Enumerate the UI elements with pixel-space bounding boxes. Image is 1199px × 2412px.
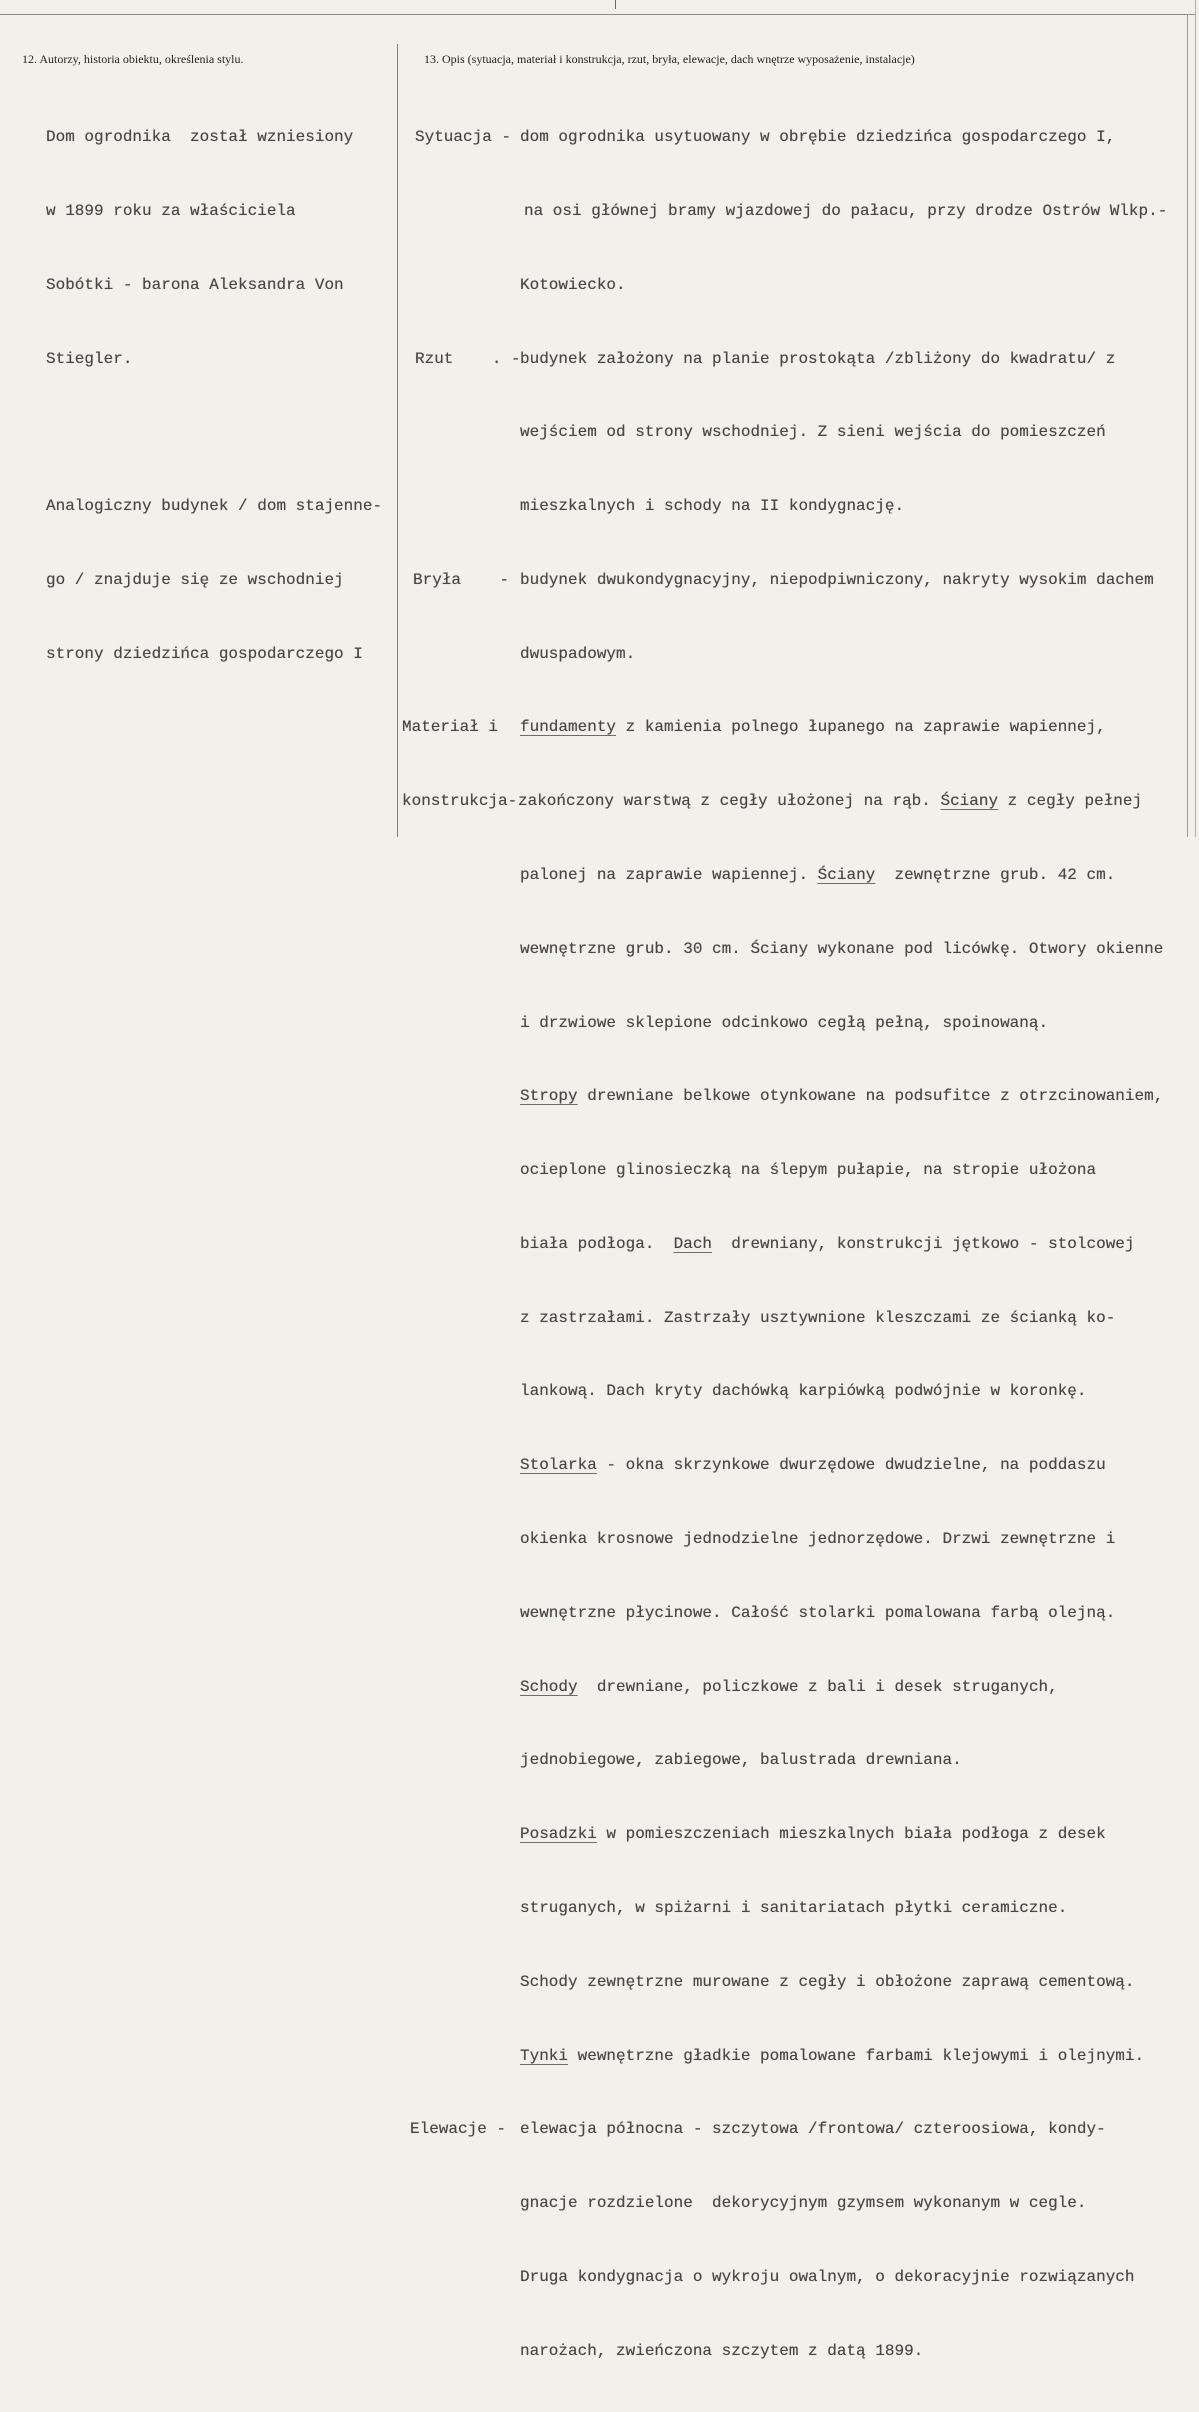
description-line (0, 273, 1185, 298)
description-line (0, 937, 1185, 962)
description-line (0, 1527, 1185, 1552)
section-label-sytuacja: Sytuacja - (415, 128, 512, 147)
description-line (0, 1970, 1185, 1995)
section-label-bryla: Bryła - (413, 570, 510, 589)
description-text-run: drewniane belkowe otynkowane na podsufitce z otrzcinowaniem, (577, 1087, 1164, 1106)
description-text (520, 2044, 1144, 2069)
section-13-title: 13. Opis (sytuacja, materiał i konstrukcja, rzut, bryła, elewacje, dach wnętrze wyposażenie, instalacje) (424, 52, 915, 66)
description-line (0, 125, 1185, 150)
description-line (0, 642, 1185, 667)
description-text: wewnętrzne płycinowe. Całość stolarki pomalowana farbą olejną. (520, 1603, 1116, 1622)
description-line (0, 2044, 1185, 2069)
description-text (520, 863, 1115, 888)
description-text (520, 715, 1106, 740)
description-text: jednobiegowe, zabiegowe, balustrada drewniana. (520, 1751, 962, 1770)
description-text: ocieplone glinosieczką na ślepym pułapie, na stropie ułożona (520, 1161, 1097, 1180)
description-text (520, 1453, 1106, 1478)
authors-history-line: w 1899 roku za właściciela (46, 201, 296, 220)
right-border-line (1187, 14, 1188, 837)
underlined-term: Stolarka (520, 1456, 597, 1475)
description-line (0, 494, 1185, 519)
description-text: lankową. Dach kryty dachówką karpiówką podwójnie w koronkę. (520, 1382, 1087, 1401)
description-text: dwuspadowym. (520, 644, 636, 663)
description-line (0, 199, 1185, 224)
description-text: z zastrzałami. Zastrzały usztywnione kleszczami ze ścianką ko- (520, 1308, 1116, 1327)
description-text-run: biała podłoga. (520, 1234, 674, 1253)
description-text: budynek założony na planie prostokąta /zbliżony do kwadratu/ z (520, 349, 1116, 368)
description-line (0, 420, 1185, 445)
description-column (0, 76, 1185, 2388)
description-text: Schody zewnętrzne murowane z cegły i obłożone zaprawą cementową. (520, 1972, 1135, 1991)
description-text: na osi głównej bramy wjazdowej do pałacu, przy drodze Ostrów Wlkp.- (524, 201, 1168, 220)
authors-history-line: Sobótki - barona Aleksandra Von (46, 275, 344, 294)
description-line (0, 789, 1185, 814)
top-border-line (0, 14, 1196, 15)
description-line (0, 715, 1185, 740)
description-text-run: w pomieszczeniach mieszkalnych biała podłoga z desek (596, 1825, 1106, 1844)
description-line (0, 2117, 1185, 2142)
section-label-material: Materiał i (402, 718, 499, 737)
description-text: wejściem od strony wschodniej. Z sieni wejścia do pomieszczeń (520, 423, 1106, 442)
description-line (0, 1379, 1185, 1404)
description-text (520, 1675, 1058, 1700)
underlined-term: Ściany (817, 866, 876, 884)
description-line (0, 1822, 1185, 1847)
description-text-run: palonej na zaprawie wapiennej. (520, 866, 818, 884)
description-text: mieszkalnych i schody na II kondygnację. (520, 497, 905, 516)
description-line (0, 1158, 1185, 1183)
description-text: elewacja północna - szczytowa /frontowa/ czteroosiowa, kondy- (520, 2120, 1106, 2139)
description-text: i drzwiowe sklepione odcinkowo cegłą pełną, spoinowaną. (520, 1013, 1049, 1032)
underlined-term: fundamenty (520, 718, 617, 737)
description-line (0, 1453, 1185, 1478)
section-12-title: 12. Autorzy, historia obiektu, określenia stylu. (22, 52, 244, 66)
description-line (0, 1232, 1185, 1257)
description-text: budynek dwukondygnacyjny, niepodpiwniczony, nakryty wysokim dachem (520, 570, 1154, 589)
description-text (520, 1232, 1135, 1257)
description-text (518, 789, 1142, 814)
description-line (0, 2339, 1185, 2364)
description-text-run: z cegły pełnej (998, 792, 1143, 811)
description-line (0, 1896, 1185, 1921)
authors-history-line: Dom ogrodnika został wzniesiony (46, 128, 354, 147)
right-border-line-outer (1195, 0, 1196, 837)
description-text-run: drewniany, konstrukcji jętkowo - stolcowej (712, 1234, 1135, 1253)
description-line (0, 2265, 1185, 2290)
description-text-run: zakończony warstwą z cegły ułożonej na rąb. (518, 792, 941, 811)
description-line (0, 347, 1185, 372)
underlined-term: Schody (520, 1677, 578, 1696)
authors-history-line: strony dziedzińca gospodarczego I (46, 644, 363, 663)
authors-history-line: go / znajduje się ze wschodniej (46, 570, 344, 589)
description-line (0, 1084, 1185, 1109)
authors-history-line: Stiegler. (46, 349, 133, 368)
description-line (0, 1675, 1185, 1700)
description-text-run: z kamienia polnego łupanego na zaprawie wapiennej, (616, 718, 1106, 737)
section-label-konstrukcja: konstrukcja- (402, 792, 518, 811)
description-line (0, 1601, 1185, 1626)
top-tick-mark (615, 0, 616, 9)
description-line (0, 863, 1185, 888)
section-label-rzut: Rzut . - (415, 349, 521, 368)
description-line (0, 568, 1185, 593)
description-text-run: zewnętrzne grub. 42 cm. (875, 866, 1116, 884)
description-line (0, 1306, 1185, 1331)
authors-history-line: Analogiczny budynek / dom stajenne- (46, 497, 383, 516)
description-text: narożach, zwieńczona szczytem z datą 1899. (520, 2341, 924, 2360)
underlined-term: Posadzki (520, 1825, 597, 1844)
description-text (520, 1822, 1106, 1847)
description-text: okienka krosnowe jednodzielne jednorzędowe. Drzwi zewnętrzne i (520, 1530, 1116, 1549)
description-text: wewnętrzne grub. 30 cm. Ściany wykonane pod licówkę. Otwory okienne (520, 939, 1164, 958)
description-text: Druga kondygnacja o wykroju owalnym, o dekoracyjnie rozwiązanych (520, 2267, 1135, 2286)
description-text: dom ogrodnika usytuowany w obrębie dziedzińca gospodarczego I, (520, 128, 1116, 147)
description-text-run: wewnętrzne gładkie pomalowane farbami klejowymi i olejnymi. (568, 2046, 1145, 2065)
description-text-run: drewniane, policzkowe z bali i desek struganych, (577, 1677, 1058, 1696)
underlined-term: Ściany (940, 792, 999, 811)
description-text: gnacje rozdzielone dekorycyjnym gzymsem wykonanym w cegle. (520, 2194, 1087, 2213)
underlined-term: Tynki (520, 2046, 569, 2065)
description-line (0, 2191, 1185, 2216)
section-label-elewacje: Elewacje - (410, 2120, 507, 2139)
description-text: struganych, w spiżarni i sanitariatach płytki ceramiczne. (520, 1898, 1068, 1917)
description-text: Kotowiecko. (520, 275, 626, 294)
description-line (0, 1011, 1185, 1036)
underlined-term: Stropy (520, 1087, 578, 1106)
description-text (520, 1084, 1163, 1109)
description-text-run: - okna skrzynkowe dwurzędowe dwudzielne, na poddaszu (596, 1456, 1106, 1475)
description-line (0, 1748, 1185, 1773)
underlined-term: Dach (673, 1234, 713, 1253)
